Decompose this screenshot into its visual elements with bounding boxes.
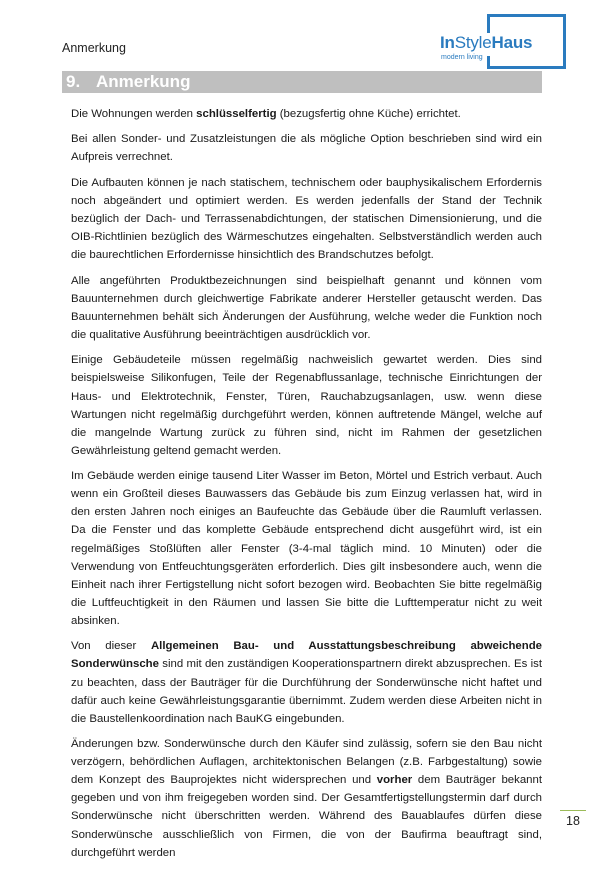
text-segment: Die Aufbauten können je nach statischem, technischem oder bauphysikalischem Erfordernis noch abgeändert und optimiert werden. Es werden jedenfalls der Stand der Technik bezüglich der Dach- und Terrassenabdichtungen, der statischen Dimensionierung, und die OIB-Richtlinien bezüglich des Wärmeschutzes eingehalten. Selbstverständlich werden auch die baurechtlichen Erfordernisse hinsichtlich des Brandschutzes befolgt. [71,176,542,262]
paragraph [71,735,542,862]
body-content [71,105,542,869]
text-segment: dem Bauträger bekannt gegeben und von ihm freigegeben worden sind. Der Gesamtfertigstellungstermin darf durch Sonderwünsche nicht überschritten werden. Während des Bauablaufes dürfen diese Sonderwünsche ausschließlich von Firmen, die von der Baufirma beauftragt sind, durchgeführt werden [71,774,542,859]
logo-brand-text [440,33,534,53]
section-heading-bar [62,71,542,93]
text-segment: Alle angeführten Produktbezeichnungen sind beispielhaft genannt und können vom Bauunternehmen durch gleichwertige Fabrikate anderer Hersteller getauscht werden. Das Bauunternehmen behält sich Änderungen der Ausführung, welche weder die Funktion noch die qualitative Ausführung beeinträchtigen ausdrücklich vor. [71,274,542,341]
instylehaus-logo [436,12,572,70]
bold-text: schlüsselfertig [196,108,277,120]
logo-frame-left-bottom [487,56,490,69]
text-segment: Die Wohnungen werden [71,108,197,120]
paragraph [71,272,542,344]
logo-tagline: modern living [441,54,483,61]
logo-brand-haus: Haus [491,33,533,52]
paragraph [71,174,542,264]
footer-rule [560,810,586,811]
logo-frame-top [487,14,566,17]
text-segment: Einige Gebäudeteile müssen regelmäßig nachweislich gewartet werden. Dies sind beispielsweise Silikonfugen, Teile der Regenabflussanlage, technische Einrichtungen der Haus- und Elektrotechnik, Fenster, Türen, Rauchabzugsanlagen, usw. wenn diese Wartungen nicht regelmäßig durchgeführt werden, können auftretende Mängel, welche auf die mangelnde Wartung zurück zu führen sind, nicht im Rahmen der gesetzlichen Gewährleistung geltend gemacht werden. [71,354,542,457]
paragraph [71,130,542,166]
section-title: Anmerkung [96,72,191,91]
bold-text: Allgemeinen Bau- und Ausstattungsbeschreibung abweichende Sonderwünsche [71,640,542,671]
section-number: 9. [66,72,81,91]
paragraph [71,467,542,630]
logo-frame-bottom [487,66,566,69]
paragraph [71,637,542,727]
page-number: 18 [566,814,580,828]
logo-brand-style: Style [454,33,492,52]
text-segment: (bezugsfertig ohne Küche) errichtet. [276,108,461,120]
logo-brand-in: In [440,33,455,52]
section-heading [66,71,190,93]
text-segment: sind mit den zuständigen Kooperationspartnern direkt abzusprechen. Es ist zu beachten, dass der Bauträger für die Durchführung der Sonderwünsche nicht haftet und dafür auch keine Gewährleistungsgarantie übernimmt. Zudem werden diese Arbeiten nicht in die Baustellenkoordination nach BauKG eingebunden. [71,658,542,725]
text-segment: Änderungen bzw. Sonderwünsche durch den Käufer sind zulässig, sofern sie den Bau nicht verzögern, behördlichen Auflagen, architektonischen Belangen (z.B. Farbgestaltung) sowie dem Konzept des Bauprojektes nicht widersprechen und [71,738,542,787]
paragraph [71,351,542,460]
bold-text: vorher [376,774,413,787]
paragraph [71,105,542,123]
text-segment: Von dieser [71,640,151,653]
text-segment: Bei allen Sonder- und Zusatzleistungen die als mögliche Option beschrieben sind wird ein Aufpreis verrechnet. [71,133,542,164]
logo-frame-right [563,14,566,69]
running-header: Anmerkung [62,41,126,55]
logo-frame-left-top [487,14,490,34]
text-segment: Im Gebäude werden einige tausend Liter Wasser im Beton, Mörtel und Estrich verbaut. Auch wenn ein Großteil dieses Bauwassers das Gebäude bis zum Einzug verlassen hat, wird in den ersten Jahren noch einiges an Baufeuchte das Gebäude über die Raumluft verlassen. Da die Fenster und das komplette Gebäude entsprechend dicht ausgeführt wird, ist ein regelmäßiges Stoßlüften aller Fenster (3-4-mal täglich mind. 10 Minuten) oder die Verwendung von Entfeuchtungsgeräten erforderlich. Dies gilt insbesondere auch, wenn die Einheit nach ihrer Fertigstellung nicht sofort bezogen wird. Beobachten Sie bitte regelmäßig die Luftfeuchtigkeit in den Räumen und lassen Sie bitte die Lufttemperatur nicht zu weit absinken. [71,470,542,627]
